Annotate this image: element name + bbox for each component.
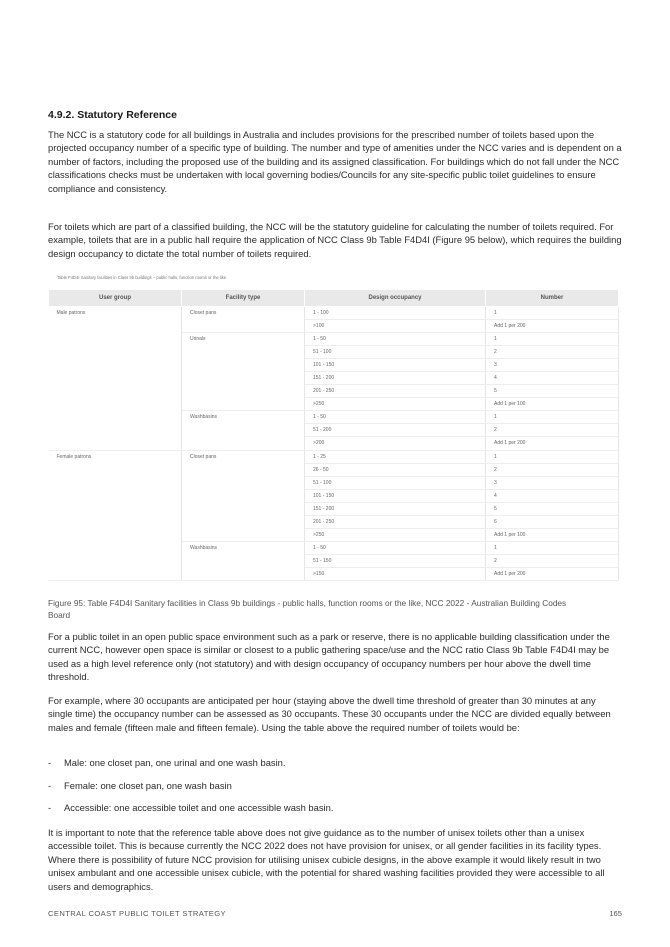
cell-design-occupancy: >200	[305, 437, 486, 450]
cell-user-group	[49, 541, 182, 554]
cell-user-group	[49, 554, 182, 567]
cell-facility-type	[182, 489, 305, 502]
list-dash: -	[48, 757, 52, 768]
cell-user-group	[49, 398, 182, 411]
intro-paragraph-1: The NCC is a statutory code for all buildings in Australia and includes provisions for the prescribed number of toilets based upon the projected occupancy number of a specific type of building. The number and type of amenities under the NCC varies and is dependent on a number of factors, including the proposed use of the building and its assigned classification. For buildings which do not fall under the NCC classifications checks must be undertaken with local governing bodies/Councils for any site-specific public toilet guidelines to ensure compliance and consistency.	[48, 129, 622, 194]
cell-design-occupancy: 201 - 250	[305, 515, 486, 528]
cell-facility-type	[182, 437, 305, 450]
cell-number: 5	[486, 502, 619, 515]
body-paragraph-1: For a public toilet in an open public space environment such as a park or reserve, there is no applicable building classification under the current NCC, however open space is similar or closest to a public gathering space/use and the NCC ratio Class 9b Table F4D4I may be used as a high level reference only (not statutory) and with design occupancy of occupancy numbers per hour above the dwell time threshold.	[48, 631, 610, 683]
cell-user-group	[49, 333, 182, 346]
cell-number: Add 1 per 200	[486, 437, 619, 450]
table-row	[49, 333, 619, 346]
cell-user-group	[49, 567, 182, 580]
table-row	[49, 502, 619, 515]
cell-facility-type	[182, 359, 305, 372]
sanitary-facilities-table	[48, 289, 619, 581]
cell-design-occupancy: >250	[305, 528, 486, 541]
cell-design-occupancy: 1 - 50	[305, 411, 486, 424]
cell-facility-type	[182, 502, 305, 515]
cell-design-occupancy: >150	[305, 567, 486, 580]
cell-user-group	[49, 424, 182, 437]
list-item-text: Female: one closet pan, one wash basin	[64, 779, 232, 791]
cell-facility-type	[182, 424, 305, 437]
cell-number: 4	[486, 372, 619, 385]
list-item	[48, 780, 333, 803]
table-body	[49, 307, 619, 581]
cell-facility-type	[182, 320, 305, 333]
list-item	[48, 802, 333, 825]
cell-user-group	[49, 320, 182, 333]
cell-facility-type	[182, 528, 305, 541]
cell-user-group: Female patrons	[49, 450, 182, 463]
cell-number: 2	[486, 463, 619, 476]
header-number: Number	[486, 290, 619, 307]
table-row	[49, 541, 619, 554]
cell-design-occupancy: 51 - 100	[305, 346, 486, 359]
table-row	[49, 528, 619, 541]
table-row	[49, 372, 619, 385]
cell-design-occupancy: >100	[305, 320, 486, 333]
cell-user-group	[49, 463, 182, 476]
cell-user-group	[49, 489, 182, 502]
closing-paragraph: It is important to note that the reference table above does not give guidance as to the number of unisex toilets other than a unisex accessible toilet. This is because currently the NCC 2022 does not have provision for unisex, or all gender facilities in its facility types. Where there is possibility of future NCC provision for utilising unisex cubicle designs, in the above example it would likely result in two unisex ambulant and one accessible unisex cubicle, with the potential for shared washing facilities provided they were accessible to all users and demographics.	[48, 827, 605, 892]
cell-number: 1	[486, 450, 619, 463]
cell-user-group	[49, 528, 182, 541]
body-paragraph-2: For example, where 30 occupants are anticipated per hour (staying above the dwell time threshold of greater than 30 minutes at any single time) the occupancy number can be assessed as 30 occupants. These 30 occupants under the NCC are divided equally between males and female (fifteen male and fifteen female). Using the table above the required number of toilets would be:	[48, 695, 611, 733]
table-row	[49, 385, 619, 398]
cell-facility-type	[182, 463, 305, 476]
list-item-text: Accessible: one accessible toilet and one accessible wash basin.	[64, 802, 334, 813]
header-facility-type: Facility type	[182, 290, 305, 307]
list-dash: -	[48, 802, 52, 813]
cell-user-group	[49, 372, 182, 385]
cell-design-occupancy: 151 - 200	[305, 502, 486, 515]
cell-design-occupancy: 51 - 200	[305, 424, 486, 437]
cell-number: 1	[486, 307, 619, 320]
intro-paragraph-2: For toilets which are part of a classified building, the NCC will be the statutory guideline for calculating the number of toilets required. For example, toilets that are in a public hall require the application of NCC Class 9b Table F4D4I (Figure 95 below), which requires the building design occupancy to dictate the total number of toilets required.	[48, 221, 622, 259]
cell-number: 1	[486, 541, 619, 554]
cell-design-occupancy: 101 - 150	[305, 359, 486, 372]
cell-user-group	[49, 411, 182, 424]
cell-number: 3	[486, 359, 619, 372]
cell-number: 6	[486, 515, 619, 528]
table-row	[49, 463, 619, 476]
cell-user-group	[49, 502, 182, 515]
cell-number: 1	[486, 333, 619, 346]
cell-facility-type	[182, 567, 305, 580]
cell-number: 5	[486, 385, 619, 398]
footer-page-number: 165	[609, 909, 622, 918]
cell-design-occupancy: 51 - 150	[305, 554, 486, 567]
cell-user-group	[49, 515, 182, 528]
cell-design-occupancy: 26 - 50	[305, 463, 486, 476]
cell-user-group	[49, 385, 182, 398]
section-heading: 4.9.2. Statutory Reference	[48, 109, 177, 121]
cell-user-group	[49, 476, 182, 489]
cell-user-group	[49, 359, 182, 372]
cell-number: Add 1 per 100	[486, 528, 619, 541]
cell-user-group: Male patrons	[49, 307, 182, 320]
table-row	[49, 424, 619, 437]
toilet-requirements-list	[48, 757, 333, 825]
cell-number: Add 1 per 200	[486, 320, 619, 333]
cell-facility-type	[182, 398, 305, 411]
cell-number: 2	[486, 424, 619, 437]
cell-design-occupancy: 101 - 150	[305, 489, 486, 502]
cell-facility-type	[182, 554, 305, 567]
cell-number: Add 1 per 200	[486, 567, 619, 580]
cell-number: 4	[486, 489, 619, 502]
table-row	[49, 489, 619, 502]
cell-facility-type: Washbasins	[182, 541, 305, 554]
cell-design-occupancy: 1 - 50	[305, 333, 486, 346]
table-row	[49, 320, 619, 333]
cell-facility-type: Closet pans	[182, 307, 305, 320]
table-row	[49, 307, 619, 320]
cell-facility-type: Closet pans	[182, 450, 305, 463]
cell-facility-type	[182, 372, 305, 385]
header-user-group: User group	[49, 290, 182, 307]
cell-design-occupancy: 1 - 25	[305, 450, 486, 463]
cell-number: 2	[486, 346, 619, 359]
cell-facility-type: Washbasins	[182, 411, 305, 424]
footer-document-title: CENTRAL COAST PUBLIC TOILET STRATEGY	[48, 909, 226, 918]
cell-facility-type	[182, 385, 305, 398]
table-row	[49, 359, 619, 372]
cell-design-occupancy: 1 - 50	[305, 541, 486, 554]
header-design-occupancy: Design occupancy	[305, 290, 486, 307]
cell-design-occupancy: 151 - 200	[305, 372, 486, 385]
table-row	[49, 476, 619, 489]
cell-number: 1	[486, 411, 619, 424]
cell-facility-type	[182, 515, 305, 528]
cell-facility-type	[182, 346, 305, 359]
cell-number: 2	[486, 554, 619, 567]
table-row	[49, 411, 619, 424]
cell-number: Add 1 per 100	[486, 398, 619, 411]
table-row	[49, 346, 619, 359]
cell-design-occupancy: 1 - 100	[305, 307, 486, 320]
cell-design-occupancy: 201 - 250	[305, 385, 486, 398]
cell-design-occupancy: >250	[305, 398, 486, 411]
table-row	[49, 450, 619, 463]
cell-user-group	[49, 437, 182, 450]
table-row	[49, 398, 619, 411]
figure-caption: Figure 95: Table F4D4I Sanitary facilities in Class 9b buildings - public halls, function rooms or the like, NCC 2022 - Australian Building Codes Board	[48, 598, 567, 620]
table-row	[49, 567, 619, 580]
cell-number: 3	[486, 476, 619, 489]
cell-facility-type	[182, 476, 305, 489]
cell-facility-type: Urinals	[182, 333, 305, 346]
cell-design-occupancy: 51 - 100	[305, 476, 486, 489]
list-item-text: Male: one closet pan, one urinal and one wash basin.	[64, 757, 286, 768]
list-item	[48, 757, 333, 780]
table-row	[49, 554, 619, 567]
table-title: Table F4D4I Sanitary facilities in Class 9b buildings – public halls, function rooms or the like	[57, 275, 227, 280]
table-header-row	[49, 290, 619, 307]
table-row	[49, 515, 619, 528]
cell-user-group	[49, 346, 182, 359]
table-row	[49, 437, 619, 450]
list-dash: -	[48, 779, 52, 791]
